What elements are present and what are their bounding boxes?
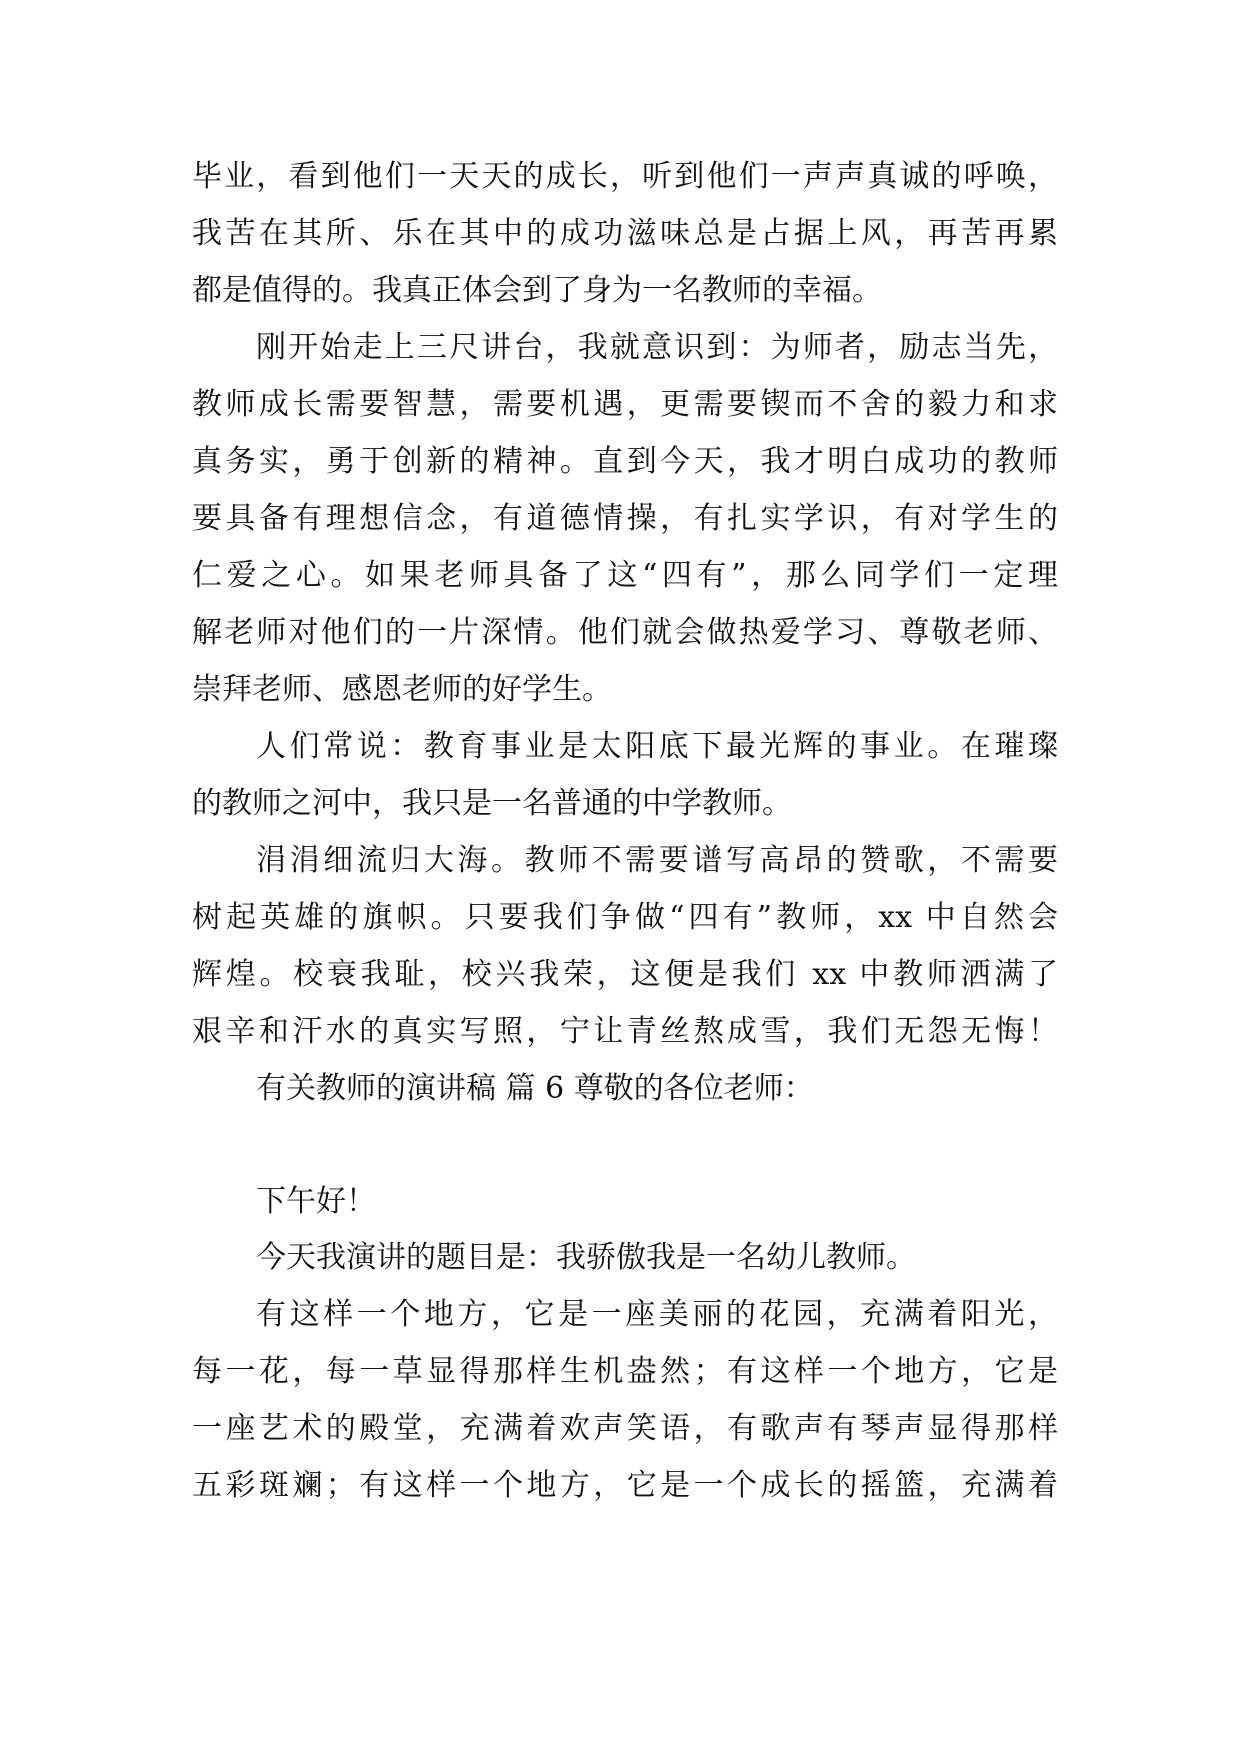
- text-line: 刚开始走上三尺讲台，我就意识到：为师者，励志当先，: [256, 330, 1058, 365]
- text-line: 有这样一个地方，它是一座美丽的花园，充满着阳光，: [256, 1297, 1058, 1332]
- text-line: 下午好！: [256, 1184, 376, 1219]
- text-line: 涓涓细流归大海。教师不需要谱写高昂的赞歌，不需要: [256, 843, 1058, 878]
- text-line: 每一花，每一草显得那样生机盎然；有这样一个地方，它是: [192, 1354, 1058, 1389]
- text-line: 毕业，看到他们一天天的成长，听到他们一声声真诚的呼唤，: [192, 159, 1058, 194]
- text-line: 五彩斑斓；有这样一个地方，它是一个成长的摇篮，充满着: [192, 1468, 1058, 1503]
- text-line: 树起英雄的旗帜。只要我们争做“四有”教师，xx 中自然会: [192, 900, 1058, 935]
- text-line: 解老师对他们的一片深情。他们就会做热爱学习、尊敬老师、: [192, 615, 1058, 650]
- text-line: 辉煌。校衰我耻，校兴我荣，这便是我们 xx 中教师洒满了: [192, 957, 1058, 992]
- section-heading: 有关教师的演讲稿 篇 6 尊敬的各位老师：: [256, 1071, 814, 1106]
- text-line: 艰辛和汗水的真实写照，宁让青丝熬成雪，我们无怨无悔！: [192, 1014, 1058, 1049]
- text-line: 一座艺术的殿堂，充满着欢声笑语，有歌声有琴声显得那样: [192, 1411, 1058, 1446]
- text-line: 仁爱之心。如果老师具备了这“四有”，那么同学们一定理: [192, 558, 1058, 593]
- text-line: 的教师之河中，我只是一名普通的中学教师。: [192, 786, 792, 821]
- text-line: 人们常说：教育事业是太阳底下最光辉的事业。在璀璨: [256, 729, 1058, 764]
- text-line: 真务实，勇于创新的精神。直到今天，我才明白成功的教师: [192, 444, 1058, 479]
- text-line: 要具备有理想信念，有道德情操，有扎实学识，有对学生的: [192, 501, 1058, 536]
- text-line: 教师成长需要智慧，需要机遇，更需要锲而不舍的毅力和求: [192, 387, 1058, 422]
- text-line: 都是值得的。我真正体会到了身为一名教师的幸福。: [192, 273, 882, 308]
- text-line: 崇拜老师、感恩老师的好学生。: [192, 672, 612, 707]
- text-line: 今天我演讲的题目是：我骄傲我是一名幼儿教师。: [256, 1240, 916, 1275]
- text-line: 我苦在其所、乐在其中的成功滋味总是占据上风，再苦再累: [192, 216, 1058, 251]
